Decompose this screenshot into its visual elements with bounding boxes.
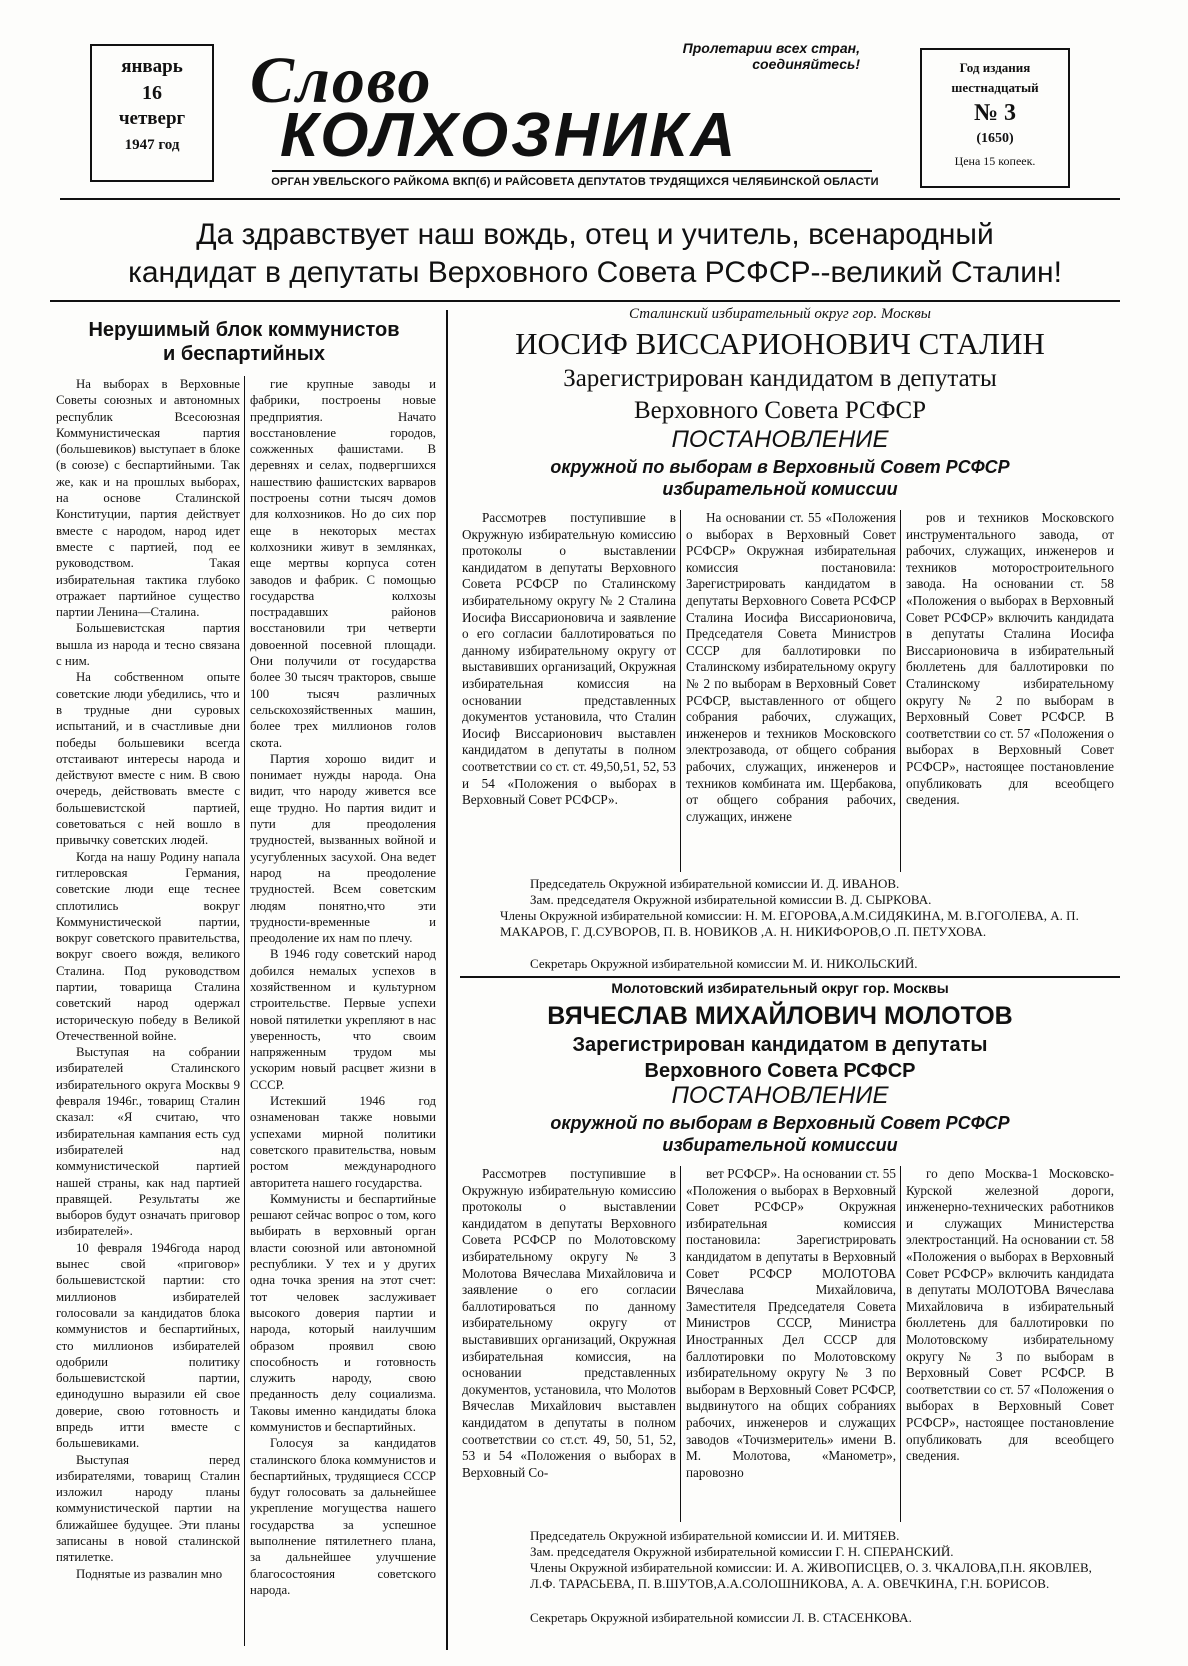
molotov-name: ВЯЧЕСЛАВ МИХАЙЛОВИЧ МОЛОТОВ [547,1002,1013,1030]
stalin-signature-secretary: Секретарь Окружной избирательной комиссии М. И. НИКОЛЬСКИЙ. [530,956,918,971]
stalin-decree: ПОСТАНОВЛЕНИЕ [671,426,889,453]
stalin-signature-members: Члены Окружной избирательной комиссии: Н. М. ЕГОРОВА,А.М.СИДЯКИНА, М. В.ГОГОЛЕВА, А. П. МАКАРОВ, Г. Д.СУВОРОВ, П. В. НОВИКОВ ,А. Н. НИКИФОРОВ,О .П. ПЕТУХОВА. [500,908,1079,939]
paragraph: Голосуя за кандидатов сталинского блока коммунистов и беспартийных, трудящиеся СССР будут голосовать за дальнейшее укрепление могущества нашего государства за успешное выполнение пятилетнего плана, за дальнейшее улучшение благосостояния советского народа. [250,1436,436,1597]
paragraph: Рассмотрев поступившие в Окружную избирательную комиссию протоколы о выставлении кандидатом в депутаты Верховного Совета РСФСР по Сталинскому избирательному округу № 2 Сталина Иосифа Виссарионовича и заявление о его согласии баллотироваться по данному избирательному округу от выставивших организаций, Окружная избирательная комиссия на основании представленных документов установила, что Сталин Иосиф Виссарионович выставлен кандидатом в депутаты в полном соответствии со ст. ст. 49,50,51, 52, 53 и 54 «Положения о выборах в Верховный Совет РСФСР». [462,510,676,808]
section-divider [446,310,448,1650]
date-year: 1947 год [124,137,180,153]
stalin-commission-2: избирательной комиссии [662,479,898,499]
paragraph: гие крупные заводы и фабрики, построены новые предприятия. Начато восстановление городов, сожженных фашистами. В деревнях и селах, подвергшихся нашествию фашистских варваров построены сотни тысяч домов для колхозников. Но до сих пор еще в некоторых местах колхозники живут в землянках, еще мертвы корпуса сотен заводов и фабрик. С помощью государства колхозы пострадавших районов восстановили три четверти довоенной посевной площади. Они получили от государства более 30 тысяч тракторов, свыше 100 тысяч различных сельскохозяйственных машин, более трех миллионов голов скота. [250,377,436,750]
paragraph: ров и техников Московского инструментального завода, от рабочих, служащих, инженеров и техников моторостроительного завода. На основании ст. 58 «Положения о выборах в Верховный Совет РСФСР» включить кандидата в депутаты Сталина Иосифа Виссарионовича в избирательный бюллетень для баллотировки по Сталинскому избирательному округу № 2 по выборам в Верховный Совет РСФСР. В соответствии со ст. 57 «Положения о выборах в Верховный Совет РСФСР», настоящее постановление опубликовать для всеобщего сведения. [906,510,1114,808]
paragraph: вет РСФСР». На основании ст. 55 «Положения о выборах в Верховный Совет РСФСР» Окружная избирательная комиссия постановила: Зарегистрировать кандидатом в депутаты в Верховный Совет РСФСР МОЛОТОВА Вячеслава Михайловича, Заместителя Председателя Совета Министров СССР, Министра Иностранных Дел СССР для баллотировки по Молотовскому избирательному округу № 3 по выборам в Верховный Совет РСФСР, выдвинутого на общих собраниях рабочих, инженеров и служащих заводов «Точизмеритель» имени В. М. Молотова, «Манометр», паровозно [686,1166,896,1480]
headline-line2: кандидат в депутаты Верховного Совета РСФСР--великий Сталин! [128,256,1062,289]
stalin-registered-1: Зарегистрирован кандидатом в депутаты [563,365,997,392]
issue-number: № 3 [973,100,1017,126]
paragraph: Выступая перед избирателями, товарищ Сталин изложил народу планы коммунистической партии на ближайшее будущее. Эти планы записаны в новой сталинской пятилетке. [56,1452,240,1565]
issue-year-value: шестнадцатый [951,80,1039,95]
stalin-column-1 [462,510,676,872]
left-article-column-1 [56,376,240,1646]
stalin-signature-deputy: Зам. председателя Окружной избирательной комиссии В. Д. СЫРКОВА. [530,892,932,907]
newspaper-title-main: КОЛХОЗНИКА [280,101,739,170]
stalin-column-3 [906,510,1114,872]
paragraph: Партия хорошо видит и понимает нужды народа. Она видит, что народу живется все еще трудно. Но партия видит и пути для преодоления трудностей, вызванных войной и усугубленных засухой. Она ведет народ на преодоление трудностей. Всем советским людям понятно,что эти трудности-временные и преодоление их нам по плечу. [250,751,436,946]
stalin-registered-2: Верховного Совета РСФСР [633,397,927,424]
paragraph: Истекший 1946 год ознаменован также новыми успехами мирной политики советского правительства, новым ростом международного авторитета нашего государства. [250,1094,436,1190]
molotov-signature-secretary: Секретарь Окружной избирательной комиссии Л. В. СТАСЕНКОВА. [530,1610,912,1625]
stalin-name: ИОСИФ ВИССАРИОНОВИЧ СТАЛИН [515,326,1045,361]
paragraph: В 1946 году советский народ добился немалых успехов в хозяйственном и культурном строительстве. Первые успехи новой пятилетки укрепляют в нас уверенность, что своим напряженным трудом мы ускорим новый расцвет жизни в СССР. [250,947,436,1092]
paragraph: Большевистская партия вышла из народа и тесно связана с ним. [56,621,240,669]
paragraph: Коммунисты и беспартийные решают сейчас вопрос о том, кого выбирать в верховный орган власти союзной или автономной республики. У тех и у других одна точка зрения на этот счет: тот человек заслуживает высокого доверия партии и народа, который наилучшим образом проявил свою способность и готовность служить народу, свою преданность делу социализма. Таковы именно кандидаты блока коммунистов и беспартийных. [250,1191,436,1434]
paragraph: На собственном опыте советские люди убедились, что и в трудные дни суровых испытаний, и в счастливые дни победы большевики всегда отстаивают интересы народа и действуют вместе с ним. В свою очередь, действовать вместе с большевистской партией, советоваться с ней вошло в привычку советских людей. [56,670,240,848]
molotov-signature-members: Члены Окружной избирательной комиссии: И. А. ЖИВОПИСЦЕВ, О. З. ЧКАЛОВА,П.Н. ЯКОВЛЕВ, Л.Ф. ТАРАСЬЕВА, П. В.ШУТОВ,А.А.СОЛОШНИКОВА, А. А. ОВЕЧКИНА, Г.Н. БОРИСОВ. [530,1560,1092,1591]
column-rule [680,510,681,872]
headline-line1: Да здравствует наш вождь, отец и учитель, всенародный [196,218,994,251]
slogan: Пролетарии всех стран, соединяйтесь! [682,40,860,72]
column-rule [680,1166,681,1522]
paragraph: Когда на нашу Родину напала гитлеровская Германия, советские люди еще теснее сплотились вокруг Коммунистической партии, вокруг советского правительства, вокруг своего вождя, великого Сталина. Под руководством партии, товарища Сталина советский народ одержал историческую победу в Великой Отечественной войне. [56,849,240,1043]
masthead-rule [272,170,872,172]
date-box [90,44,214,182]
molotov-registered-2: Верховного Совета РСФСР [644,1060,916,1082]
date-month: январь [121,56,183,77]
stalin-commission-1: окружной по выборам в Верховный Совет РСФСР [550,457,1010,477]
paragraph: На основании ст. 55 «Положения о выборах в Верховный Совет РСФСР» Окружная избирательная комиссия постановила: Зарегистрировать кандидатом в депутаты Верховного Совета РСФСР Сталина Иосифа Виссарионовича, Председателя Совета Министров СССР для баллотировки по Сталинскому избирательному округу № 2 по выборам в Верховный Совет РСФСР, выставленного от общего собрания рабочих, служащих, инженеров и техников Московского электрозавода, от общего собрания рабочих, служащих, инженеров и техников комбината им. Щербакова, от общего собрания рабочих, служащих, инжене [686,510,896,824]
column-rule [244,376,245,1646]
molotov-column-3 [906,1166,1114,1522]
molotov-signature-deputy: Зам. председателя Окружной избирательной комиссии Г. Н. СПЕРАНСКИЙ. [530,1544,954,1559]
issue-price: Цена 15 копеек. [954,154,1036,168]
stalin-district: Сталинский избирательный округ гор. Москвы [629,306,931,322]
molotov-signature-chair: Председатель Окружной избирательной комиссии И. И. МИТЯЕВ. [530,1528,900,1543]
molotov-commission-1: окружной по выборам в Верховный Совет РСФСР [550,1113,1010,1133]
molotov-commission-2: избирательной комиссии [662,1135,898,1155]
newspaper-title-script: Слово [250,44,433,117]
column-rule [900,510,901,872]
date-day: 16 [142,82,162,104]
masthead-subtitle: ОРГАН УВЕЛЬСКОГО РАЙКОМА ВКП(б) И РАЙСОВЕТА ДЕПУТАТОВ ТРУДЯЩИХСЯ ЧЕЛЯБИНСКОЙ ОБЛАСТИ [271,176,879,188]
issue-box [920,48,1070,188]
left-article-column-2 [250,376,436,1646]
molotov-column-1 [462,1166,676,1522]
molotov-column-2 [686,1166,896,1522]
issue-serial: (1650) [976,131,1014,146]
left-article-title-2: и беспартийных [162,343,325,365]
section-rule [460,976,1120,978]
molotov-decree: ПОСТАНОВЛЕНИЕ [671,1082,889,1109]
paragraph: го депо Москва-1 Московско-Курской железной дороги, инженерно-технических работников и служащих Министерства электростанций. На основании ст. 58 «Положения о выборах в Верховный Совет РСФСР» включить кандидата в депутаты МОЛОТОВА Вячеслава Михайловича в избирательный бюллетень для баллотировки по Молотовскому избирательному округу № 3 по выборам в Верховный Совет РСФСР. В соответствии со ст. 57 «Положения о выборах в Верховный Совет РСФСР», настоящее постановление опубликовать для всеобщего сведения. [906,1166,1114,1464]
paragraph: Рассмотрев поступившие в Окружную избирательную комиссию протоколы о выставлении кандидатом в депутаты Верховного Совета РСФСР по Молотовскому избирательному округу № 3 Молотова Вячеслава Михайловича и заявление о его согласии баллотироваться по данному избирательному округу от выставивших организаций, Окружная избирательная комиссия, на основании представленных документов, установила, что Молотов Вячеслав Михайлович выставлен кандидатом в депутаты в полном соответствии со ст.ст. 49, 50, 51, 52, 53 и 54 «Положения о выборах в Верховный Со- [462,1166,676,1480]
left-article-title-1: Нерушимый блок коммунистов [88,319,400,341]
issue-year-label: Год издания [959,60,1031,75]
paragraph: Поднятые из развалин мно [76,1566,223,1581]
paragraph: Выступая на собрании избирателей Сталинского избирательного округа Москвы 9 февраля 1946г., товарищ Сталин сказал: «Я считаю, что избирательная кампания есть суд избирателей над коммунистической партией нашей страны, как над партией правящей. Результаты же выборов будут означать приговор избирателей». [56,1045,240,1239]
molotov-registered-1: Зарегистрирован кандидатом в депутаты [572,1034,988,1056]
paragraph: На выборах в Верховные Советы союзных и автономных республик Всесоюзная Коммунистическая партия (большевиков) выступает в блоке (в союзе) с беспартийными. Так же, как и на прошлых выборах, на основе Сталинской Конституции, партия действует вместе с народом, народ идет вместе с партией, под ее руководством. Такая избирательная тактика глубоко отражает партийное существо партии Ленина—Сталина. [56,377,240,620]
headline-rule [50,300,1120,302]
paragraph: 10 февраля 1946года народ вынес свой «приговор» большевистской партии: сто миллионов избирателей голосовали за кандидатов блока коммунистов и беспартийных, сто миллионов избирателей одобрили политику большевистской партии, единодушно выразили ей свое доверие, свою готовность и впредь итти вместе с большевиками. [56,1240,240,1451]
molotov-district: Молотовский избирательный округ гор. Москвы [611,980,949,996]
date-weekday: четверг [118,108,186,129]
stalin-column-2 [686,510,896,872]
column-rule [900,1166,901,1522]
header-rule [60,198,1120,200]
stalin-signature-chair: Председатель Окружной избирательной комиссии И. Д. ИВАНОВ. [530,876,900,891]
